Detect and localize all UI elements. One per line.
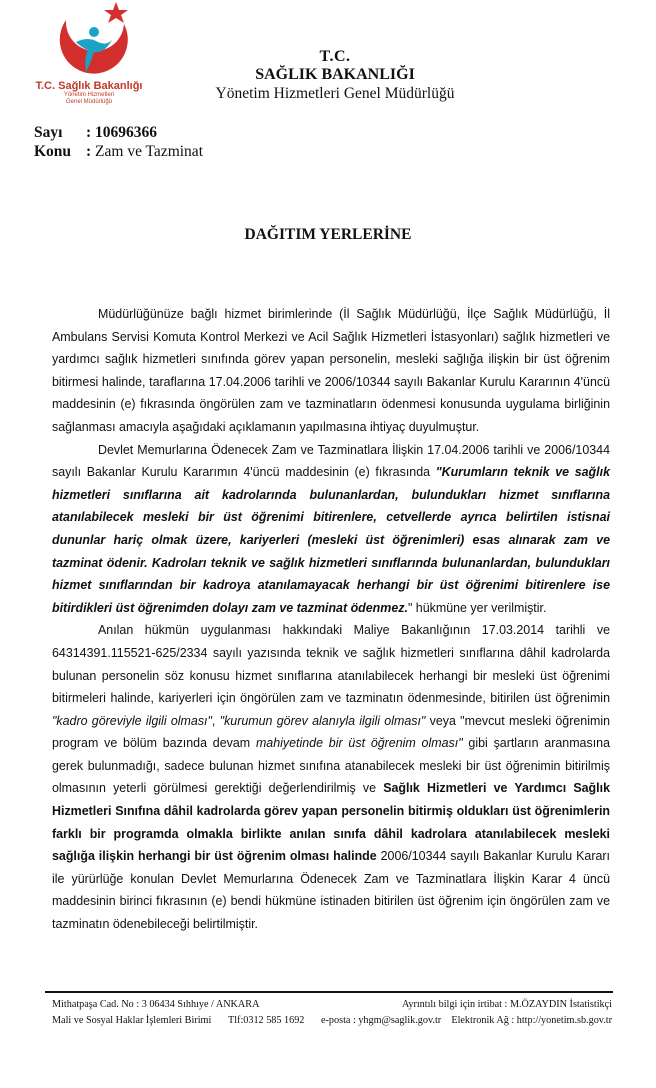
paragraph-3 xyxy=(52,619,610,935)
document-meta xyxy=(34,123,203,161)
footer-unit: Mali ve Sosyal Haklar İşlemleri Birimi xyxy=(52,1015,212,1026)
paragraph-3-text-2: veya "mevcut mesleki öğrenimin program ve bölüm bazında devam xyxy=(52,713,611,751)
letterhead-department: Yönetim Hizmetleri Genel Müdürlüğü xyxy=(215,85,455,102)
letterhead xyxy=(190,48,480,103)
konu-label: Konu xyxy=(34,143,72,160)
sayi-colon: : xyxy=(86,124,92,141)
paragraph-2-intro: Devlet Memurlarına Ödenecek Zam ve Tazminatlara İlişkin 17.04.2006 tarihli ve 2006/10344 sayılı Bakanlar Kurulu Kararımın 4'üncü maddesinin (e) fıkrasında xyxy=(52,442,610,480)
footer-row-2 xyxy=(52,1013,612,1029)
letter-body xyxy=(52,303,610,936)
footer-phone: Tlf:0312 585 1692 xyxy=(228,1015,305,1026)
ministry-emblem-icon xyxy=(28,2,150,88)
logo-caption xyxy=(30,80,148,106)
paragraph-1: Müdürlüğünüze bağlı hizmet birimlerinde (İl Sağlık Müdürlüğü, İlçe Sağlık Müdürlüğü, İl Ambulans Servisi Komuta Kontrol Merkezi ve Acil Sağlık Hizmetleri İstasyonları) sağlık hizmetleri ve yardımcı sağlık hizmetleri sınıfında görev yapan personelin, mesleki sağlığa ilişkin bir üst öğrenim bitirmesi halinde, taraflarına 17.04.2006 tarihli ve 2006/10344 sayılı Bakanlar Kurulu Kararının 4'üncü maddesinin (e) fıkrasında öngörülen zam ve tazminatların ödenmesi konusunda uygulama birliğinin sağlanması amacıyla aşağıdaki açıklamanın yapılmasına ihtiyaç duyulmuştur. xyxy=(52,307,610,434)
paragraph-3-end: 2006/10344 sayılı Bakanlar Kurulu Kararı ile yürürlüğe konulan Devlet Memurlarına Ödenecek Zam ve Tazminatlara İlişkin Karar 4 üncü maddesinin birinci fıkrasının (e) bendi hükmüne istinaden bitirilen üst öğrenim için öngörülen zam ve tazminatın ödenebileceği belirtilmiştir. xyxy=(52,849,610,932)
paragraph-3-emphasis: Sağlık Hizmetleri ve Yardımcı Sağlık Hizmetleri Sınıfına dâhil kadrolarda görev yapan personelin bitirmiş oldukları üst öğrenimlerin farklı bir programda olmakla birlikte anılan sınıfa dâhil kadrolara atanılabilecek mesleki sağlığa ilişkin herhangi bir üst öğrenim olması halinde xyxy=(52,781,610,864)
konu-value: Zam ve Tazminat xyxy=(95,143,203,160)
sayi-value: 10696366 xyxy=(95,124,158,141)
paragraph-3-text-3: gibi şartların aranmasına gerek bulunmadığı, sadece bulunan hizmet sınıfına atanabilecek mesleki bir üst öğrenimin bitirilmiş olmasının yeterli görülmesi gerektiği değerlendirilmiş ve xyxy=(52,736,610,796)
paragraph-3-condition-2: "kurumun görev alanıyla ilgili olması" xyxy=(219,713,426,728)
logo-ministry-name: T.C. Sağlık Bakanlığı xyxy=(35,80,143,92)
paragraph-2-end: " hükmüne yer verilmiştir. xyxy=(407,600,547,615)
footer-divider xyxy=(45,991,613,993)
paragraph-2 xyxy=(52,439,610,620)
paragraph-3-condition-3: mahiyetinde bir üst öğrenim olması" xyxy=(255,736,463,751)
logo-subtitle-2: Genel Müdürlüğü xyxy=(65,99,113,105)
sayi-label: Sayı xyxy=(34,124,63,141)
letterhead-ministry: SAĞLIK BAKANLIĞI xyxy=(255,66,415,83)
footer-row-1 xyxy=(52,997,612,1013)
paragraph-2-quote: "Kurumların teknik ve sağlık hizmetleri sınıflarına ait kadrolarında bulunanlardan, bulundukları hizmet sınıflarına atanılabilecek mesleki bir üst öğrenimi bitirenlere, cetvellerde ayrıca belirtilen istisnai dununlar hariç olmak üzere, kariyerleri (mesleki üst öğrenimleri) esas alınarak zam ve tazminat ödenir. Kadroları teknik ve sağlık hizmetleri sınıflarında bulunanlardan, bulundukları hizmet sınıflarından bir kadroya atanılamayacak herhangi bir üst öğrenimi bitirenlere ise bitirdikleri üst öğrenimden dolayı zam ve tazminat ödenmez. xyxy=(52,465,610,615)
logo-subtitle-1: Yönetim Hizmetleri xyxy=(63,92,115,98)
footer xyxy=(52,997,612,1029)
konu-row xyxy=(34,142,203,161)
paragraph-3-intro: Anılan hükmün uygulanması hakkındaki Maliye Bakanlığının 17.03.2014 tarihli ve 64314391.115521-625/2334 sayılı yazısında teknik ve sağlık hizmetleri sınıflarına dâhil kadrolarda bulunan personelin söz konusu hizmet sınıflarına atanılabilecek herhangi bir mesleki üst öğrenimi bitirmeleri halinde, kariyerleri için öngörülen zam ve tazminatın ödenmesinde, bitirilen üst öğrenimin xyxy=(52,623,610,706)
paragraph-3-condition-1: "kadro göreviyle ilgili olması" xyxy=(52,713,212,728)
konu-colon: : xyxy=(86,143,92,160)
addressee-heading: DAĞITIM YERLERİNE xyxy=(244,226,412,243)
footer-web[interactable]: Elektronik Ağ : http://yonetim.sb.gov.tr xyxy=(451,1015,612,1026)
footer-email[interactable]: e-posta : yhgm@saglik.gov.tr xyxy=(321,1015,442,1026)
footer-address: Mithatpaşa Cad. No : 3 06434 Sıhhıye / ANKARA xyxy=(52,999,260,1010)
sayi-row xyxy=(34,123,203,142)
paragraph-3-separator: , xyxy=(211,713,220,728)
letterhead-tc: T.C. xyxy=(319,48,351,65)
footer-contact: Ayrıntılı bilgi için irtibat : M.ÖZAYDIN İstatistikçi xyxy=(401,999,612,1010)
